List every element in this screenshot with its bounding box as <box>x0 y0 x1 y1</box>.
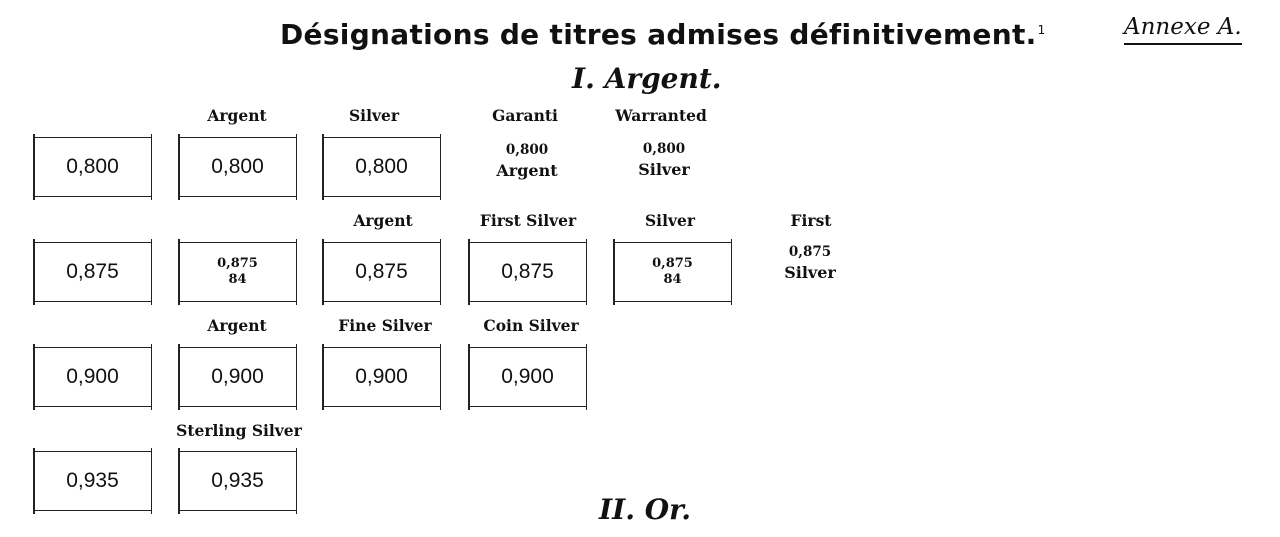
page-title <box>280 18 1046 51</box>
mark-box-0875-silver-84 <box>613 242 732 302</box>
stamp-garanti-argent <box>496 141 557 183</box>
stamp-warranted-number: 0,800 <box>642 141 686 157</box>
label-silver-0875: Silver <box>644 211 696 230</box>
mark-box-0900-argent: 0,900 <box>178 347 297 407</box>
label-silver-0800: Silver <box>348 106 400 125</box>
section-gold-heading: II. Or. <box>599 493 692 526</box>
label-argent-0875: Argent <box>353 211 413 230</box>
label-warranted: Warranted <box>615 106 707 125</box>
label-fine-silver: Fine Silver <box>338 316 432 335</box>
mark-box-0875-first-silver: 0,875 <box>468 242 587 302</box>
mark-box-0875-silver-84-sub: 84 <box>663 272 682 287</box>
mark-box-0900-fine-silver: 0,900 <box>322 347 441 407</box>
mark-box-0875-84-number: 0,875 <box>217 256 258 271</box>
label-argent-0900: Argent <box>207 316 267 335</box>
label-coin-silver: Coin Silver <box>483 316 579 335</box>
stamp-warranted-word: Silver <box>638 160 690 179</box>
mark-box-0800-silver: 0,800 <box>322 137 441 197</box>
mark-box-0900-coin-silver: 0,900 <box>468 347 587 407</box>
mark-box-0875-84 <box>178 242 297 302</box>
mark-box-0875-plain: 0,875 <box>33 242 152 302</box>
mark-box-0800-plain: 0,800 <box>33 137 152 197</box>
stamp-garanti-number: 0,800 <box>505 142 549 158</box>
mark-box-0800-argent: 0,800 <box>178 137 297 197</box>
annex-label: Annexe A. <box>1124 14 1242 45</box>
label-first-silver: First Silver <box>479 211 577 230</box>
mark-box-0875-argent: 0,875 <box>322 242 441 302</box>
section-silver-heading: I. Argent. <box>572 62 722 95</box>
label-first: First <box>790 211 832 230</box>
stamp-first-number: 0,875 <box>788 244 832 260</box>
mark-box-0900-plain: 0,900 <box>33 347 152 407</box>
stamp-warranted-silver <box>638 140 690 182</box>
mark-box-0935-plain: 0,935 <box>33 451 152 511</box>
mark-box-0875-84-sub: 84 <box>228 272 247 287</box>
stamp-first-silver <box>784 243 836 285</box>
page-title-text: Désignations de titres admises définitivement. <box>280 18 1037 51</box>
stamp-garanti-word: Argent <box>496 161 558 180</box>
mark-box-0875-silver-84-number: 0,875 <box>652 256 693 271</box>
label-garanti: Garanti <box>492 106 558 125</box>
label-argent-0800: Argent <box>207 106 267 125</box>
mark-box-0935-sterling: 0,935 <box>178 451 297 511</box>
footnote-mark: 1 <box>1037 22 1046 37</box>
label-sterling-silver: Sterling Silver <box>176 421 302 440</box>
stamp-first-word: Silver <box>784 263 836 282</box>
